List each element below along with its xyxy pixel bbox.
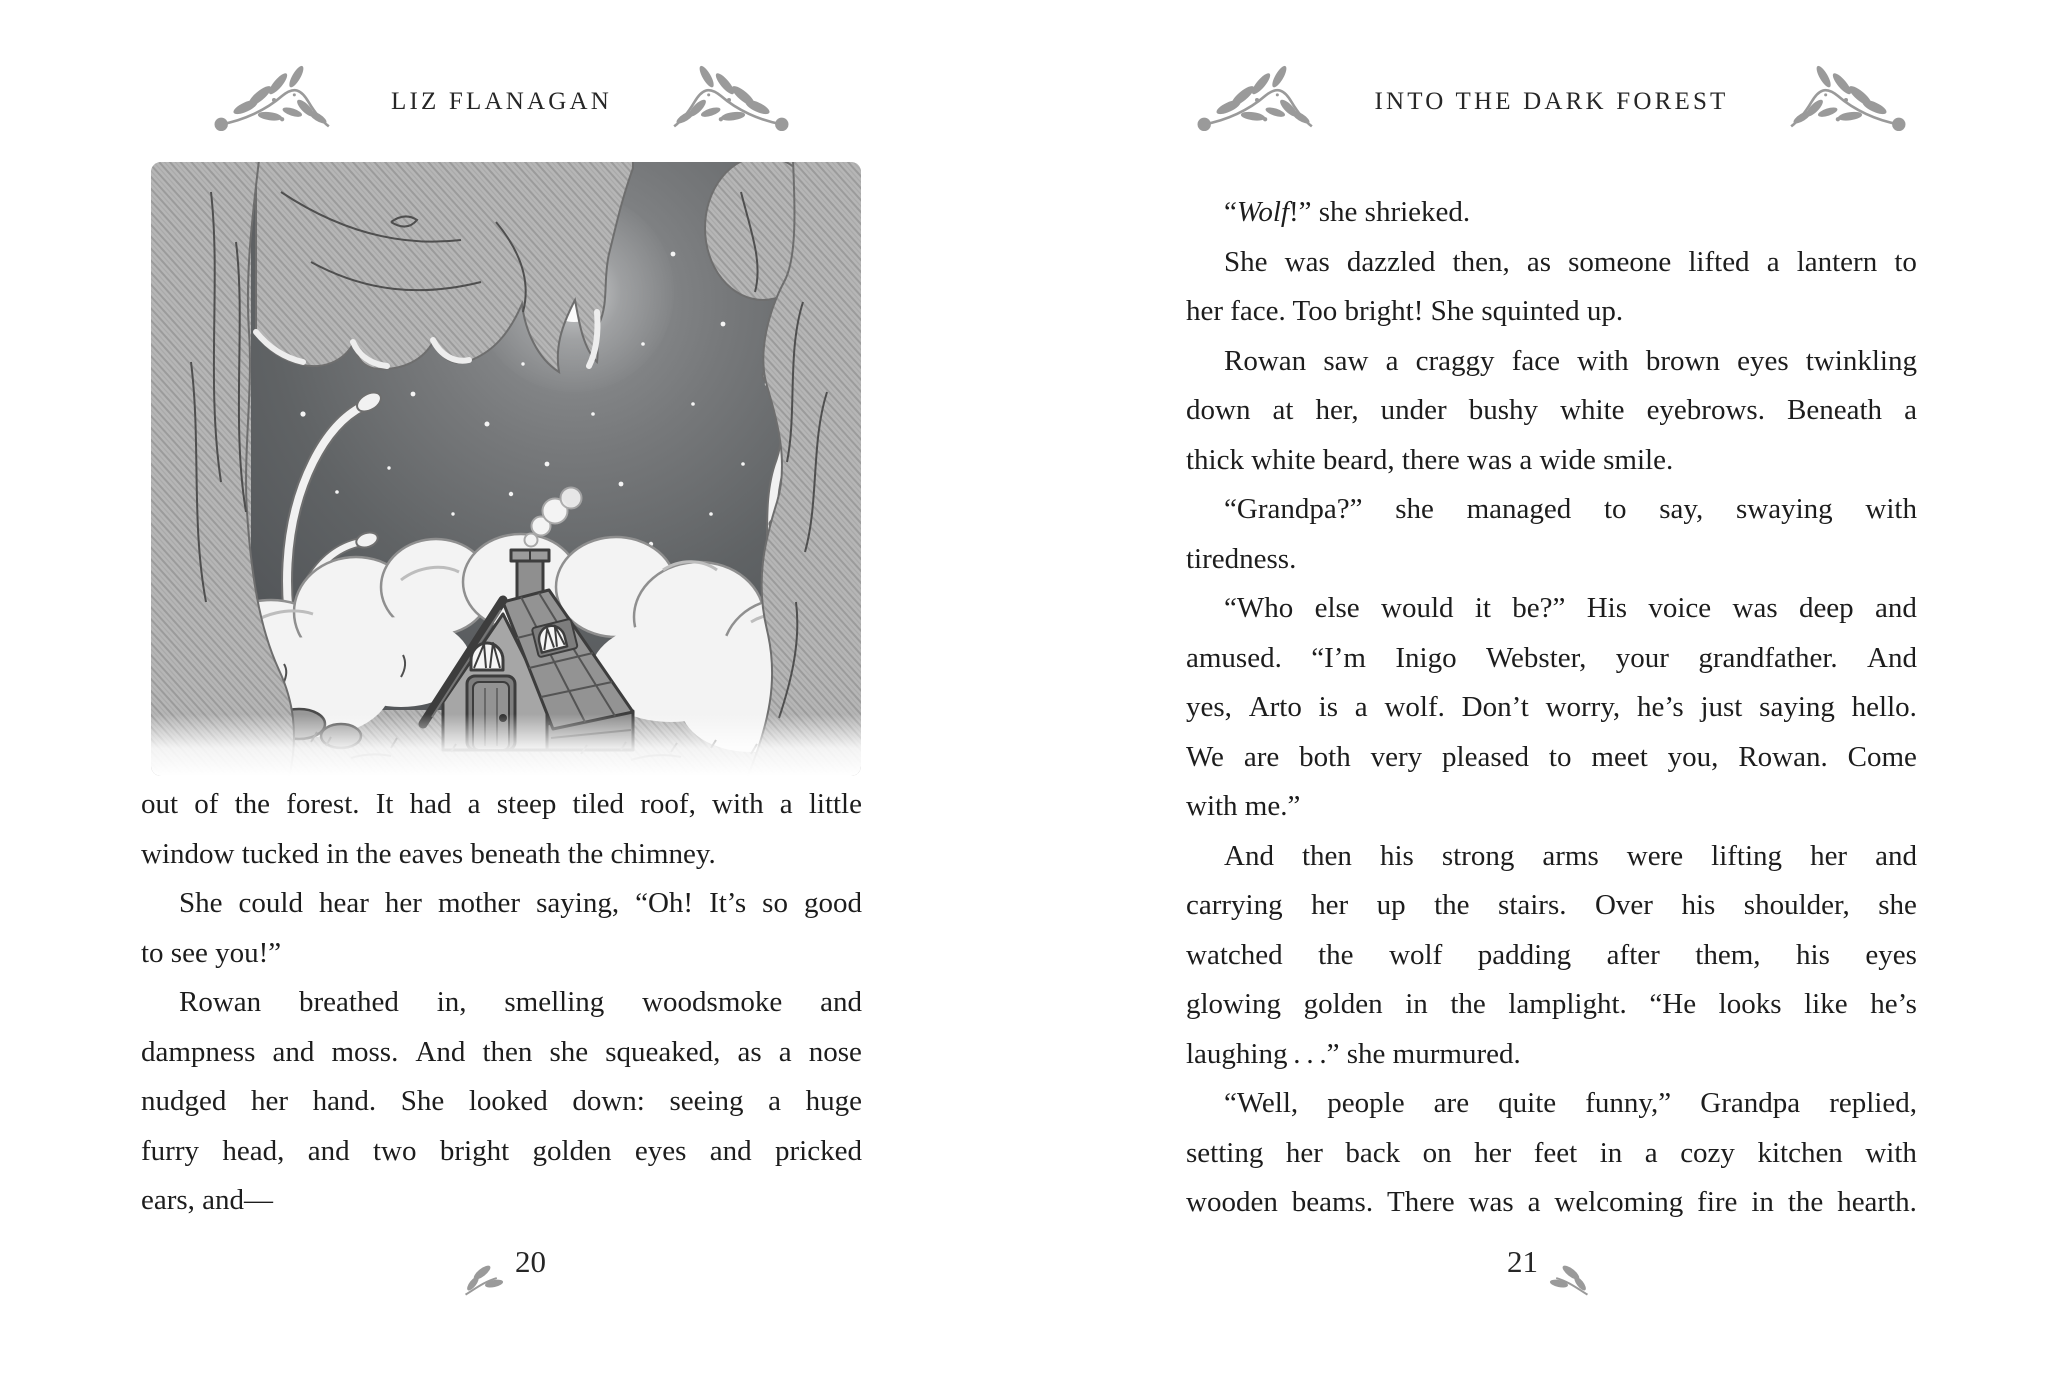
text-line: Rowan saw a craggy face with brown eyes twinkling <box>1224 344 1917 377</box>
right-page-footer <box>1186 1240 1917 1320</box>
text-line: yes, Arto is a wolf. Don’t worry, he’s just saying hello. <box>1186 691 1917 723</box>
text-line: laughing . . .” she murmured. <box>1186 1037 1521 1070</box>
text-line: ears, and— <box>141 1184 274 1216</box>
sprig-ornament-icon <box>664 61 796 143</box>
text-line: carrying her up the stairs. Over his shoulder, she <box>1186 889 1917 921</box>
text-line: tiredness. <box>1186 542 1297 575</box>
text-line: She was dazzled then, as someone lifted a lantern to <box>1224 245 1917 278</box>
leaf-ornament-icon <box>457 1256 509 1302</box>
text-line: glowing golden in the lamplight. “He looks like he’s <box>1186 988 1917 1020</box>
text-line: watched the wolf padding after them, his eyes <box>1186 938 1917 971</box>
text-line: thick white beard, there was a wide smile. <box>1186 443 1674 476</box>
sprig-ornament-icon <box>1190 61 1322 143</box>
text-line: with me.” <box>1186 790 1301 822</box>
text-line: dampness and moss. And then she squeaked, as a nose <box>141 1035 862 1068</box>
gable-window <box>471 643 503 670</box>
left-page-body-text <box>141 780 862 1226</box>
forest-cottage-illustration <box>150 162 862 776</box>
text-line: wooden beams. There was a welcoming fire in the hearth. <box>1186 1186 1917 1218</box>
text-line: She could hear her mother saying, “Oh! It’s so good <box>179 887 862 919</box>
text-line: “Wolf!” she shrieked. <box>1224 196 1471 228</box>
text-line: window tucked in the eaves beneath the chimney. <box>141 837 716 870</box>
text-line: to see you!” <box>141 936 282 969</box>
text-line: And then his strong arms were lifting her and <box>1224 839 1917 872</box>
left-page-header <box>141 52 862 152</box>
left-page-footer <box>141 1240 862 1320</box>
right-page-body-text <box>1186 188 1917 1228</box>
text-line: “Who else would it be?” His voice was deep and <box>1224 592 1917 624</box>
text-line: We are both very pleased to meet you, Rowan. Come <box>1186 740 1917 773</box>
text-line: down at her, under bushy white eyebrows. Beneath a <box>1186 394 1917 426</box>
text-line: setting her back on her feet in a cozy kitchen with <box>1186 1136 1917 1169</box>
sprig-ornament-icon <box>207 61 339 143</box>
bottom-fade <box>151 714 861 776</box>
text-line: “Grandpa?” she managed to say, swaying with <box>1224 493 1917 525</box>
text-line: “Well, people are quite funny,” Grandpa replied, <box>1224 1087 1917 1119</box>
text-line: out of the forest. It had a steep tiled roof, with a little <box>141 788 862 820</box>
leaf-ornament-icon <box>1544 1256 1596 1302</box>
page-number: 20 <box>515 1244 546 1279</box>
text-line: Rowan breathed in, smelling woodsmoke and <box>179 986 862 1018</box>
right-page-header <box>1186 52 1917 152</box>
page-number: 21 <box>1507 1244 1538 1279</box>
sprig-ornament-icon <box>1781 61 1913 143</box>
text-line: amused. “I’m Inigo Webster, your grandfather. And <box>1186 641 1917 674</box>
book-title-running-head: INTO THE DARK FOREST <box>1374 88 1729 115</box>
text-line: her face. Too bright! She squinted up. <box>1186 295 1624 327</box>
author-running-head: LIZ FLANAGAN <box>390 88 613 115</box>
text-line: furry head, and two bright golden eyes and pricked <box>141 1134 862 1167</box>
text-line: nudged her hand. She looked down: seeing a huge <box>141 1085 862 1117</box>
